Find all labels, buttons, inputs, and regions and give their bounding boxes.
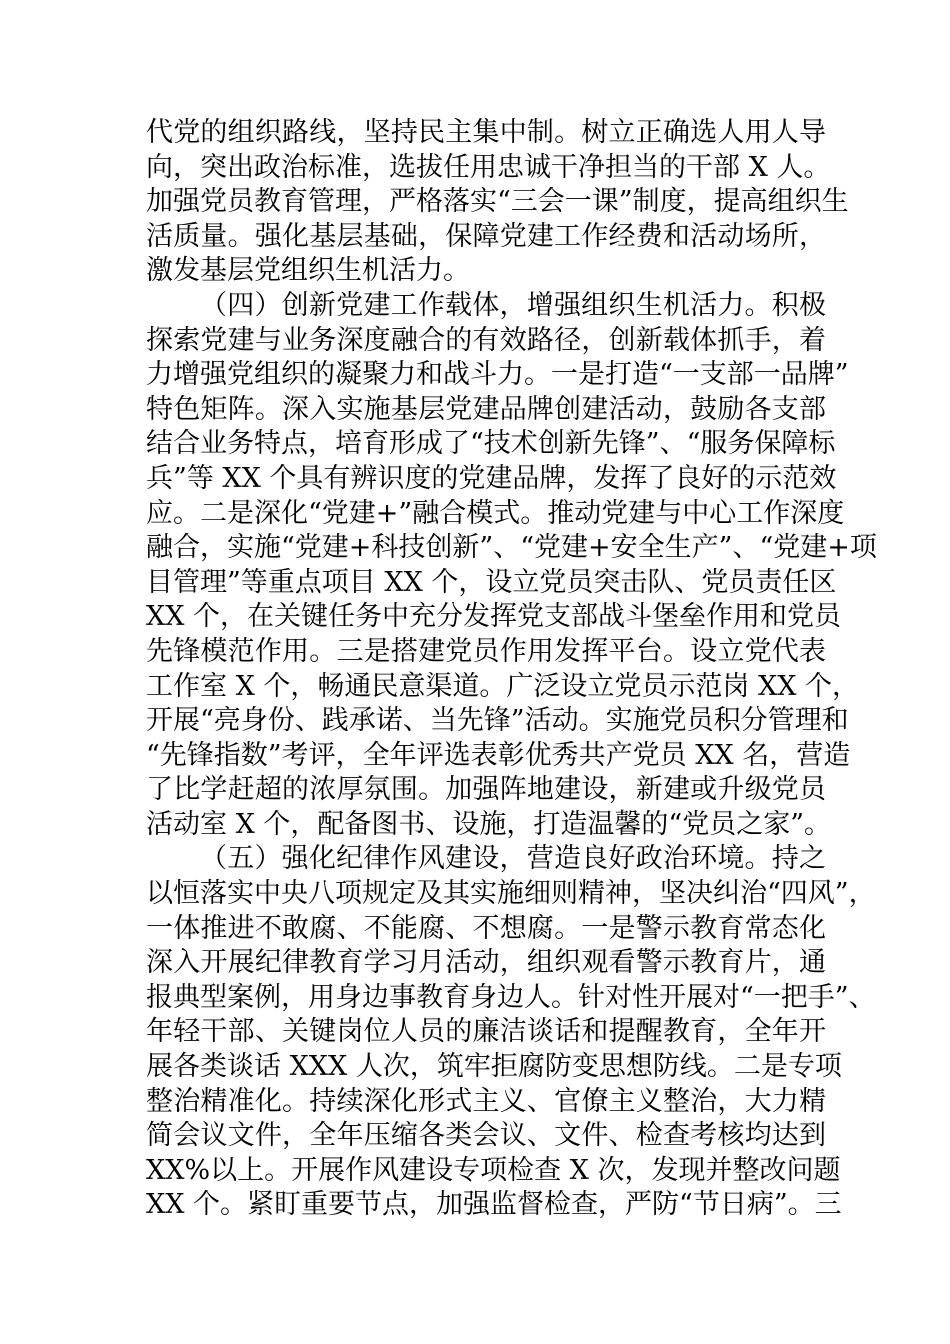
text-line: 先锋模范作用。三是搭建党员作用发挥平台。设立党代表 xyxy=(146,635,826,667)
text-line: 整治精准化。持续深化形式主义、官僚主义整治，大力精 xyxy=(146,1085,826,1117)
text-line: 一体推进不敢腐、不能腐、不想腐。一是警示教育常态化 xyxy=(146,912,826,944)
section-heading-line: （四）创新党建工作载体，增强组织生机活力。积极 xyxy=(200,289,826,321)
text-line: 工作室 X 个，畅通民意渠道。广泛设立党员示范岗 XX 个， xyxy=(146,670,859,702)
text-line: 年轻干部、关键岗位人员的廉洁谈话和提醒教育，全年开 xyxy=(146,1016,826,1048)
text-line: 力增强党组织的凝聚力和战斗力。一是打造“一支部一品牌” xyxy=(146,359,849,391)
text-line: 深入开展纪律教育学习月活动，组织观看警示教育片，通 xyxy=(146,947,826,979)
text-line: 探索党建与业务深度融合的有效路径，创新载体抓手，着 xyxy=(146,324,826,356)
text-line: 应。二是深化“党建+”融合模式。推动党建与中心工作深度 xyxy=(146,497,845,529)
text-line: 特色矩阵。深入实施基层党建品牌创建活动，鼓励各支部 xyxy=(146,393,826,425)
text-line: 活动室 X 个，配备图书、设施，打造温馨的“党员之家”。 xyxy=(146,808,831,840)
text-line: 活质量。强化基层基础，保障党建工作经费和活动场所， xyxy=(146,220,826,252)
text-line: 融合，实施“党建+科技创新”、“党建+安全生产”、“党建+项 xyxy=(146,532,877,564)
text-line: 兵”等 XX 个具有辨识度的党建品牌，发挥了良好的示范效 xyxy=(146,462,837,494)
text-line: 代党的组织路线，坚持民主集中制。树立正确选人用人导 xyxy=(146,117,826,148)
text-line: 加强党员教育管理，严格落实“三会一课”制度，提高组织生 xyxy=(146,186,849,218)
text-line: XX 个，在关键任务中充分发挥党支部战斗堡垒作用和党员 xyxy=(146,601,842,633)
text-line: 结合业务特点，培育形成了“技术创新先锋”、“服务保障标 xyxy=(146,428,836,460)
section-heading-line: （五）强化纪律作风建设，营造良好政治环境。持之 xyxy=(200,843,826,875)
text-line: 了比学赶超的浓厚氛围。加强阵地建设，新建或升级党员 xyxy=(146,774,826,806)
text-line: 激发基层党组织生机活力。 xyxy=(146,255,470,287)
text-line: XX%以上。开展作风建设专项检查 X 次，发现并整改问题 xyxy=(146,1154,841,1186)
text-line: 目管理”等重点项目 XX 个，设立党员突击队、党员责任区 xyxy=(146,566,837,598)
text-line: XX 个。紧盯重要节点，加强监督检查，严防“节日病”。三 xyxy=(146,1189,842,1221)
text-line: 报典型案例，用身边事教育身边人。针对性开展对“一把手”、 xyxy=(146,981,876,1013)
text-line: 开展“亮身份、践承诺、当先锋”活动。实施党员积分管理和 xyxy=(146,705,849,737)
text-line: 简会议文件，全年压缩各类会议、文件、检查考核均达到 xyxy=(146,1120,826,1152)
text-line: 向，突出政治标准，选拔任用忠诚干净担当的干部 X 人。 xyxy=(146,151,831,183)
text-line: “先锋指数”考评，全年评选表彰优秀共产党员 XX 名，营造 xyxy=(146,739,851,771)
document-body xyxy=(146,116,877,1223)
text-line: 以恒落实中央八项规定及其实施细则精神，坚决纠治“四风”， xyxy=(146,878,876,910)
text-line: 展各类谈话 XXX 人次，筑牢拒腐防变思想防线。二是专项 xyxy=(146,1051,842,1083)
